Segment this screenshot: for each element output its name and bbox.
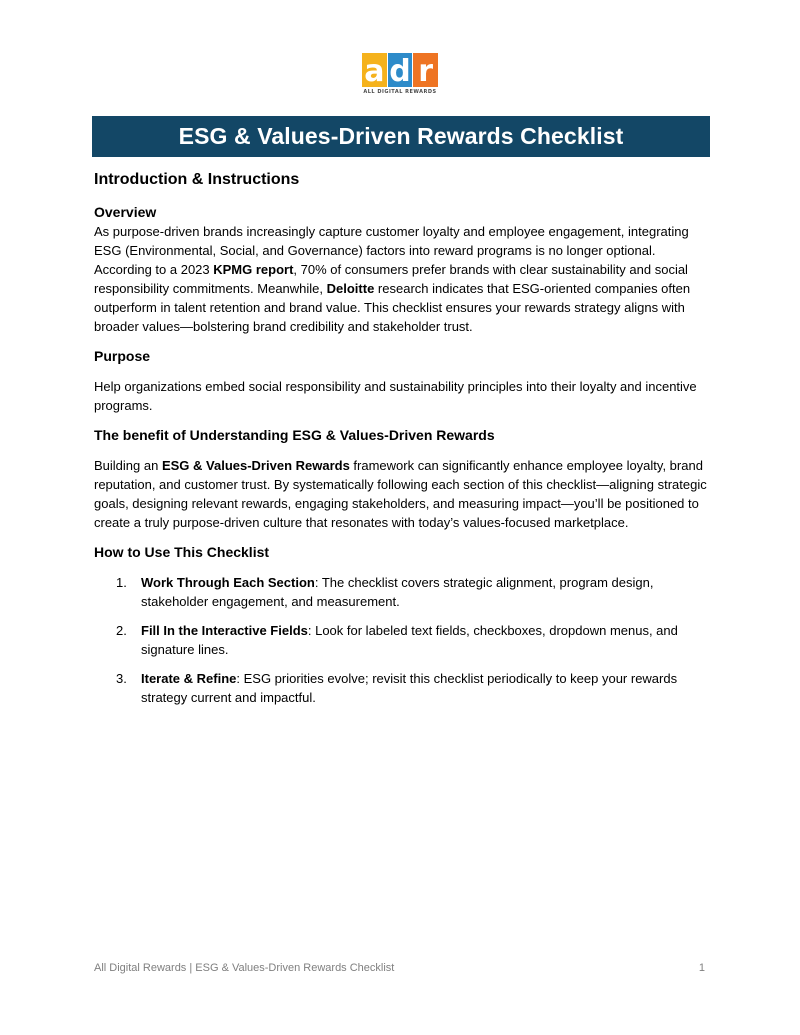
list-number: 2. (116, 623, 127, 638)
logo-letter-a: a (362, 53, 387, 87)
overview-text-3: research indicates that ESG-oriented companies often outperform in talent retention and brand value. This checklist ensures your rewards strategy aligns with broader values—bolstering brand credibility and stakeholder trust. (94, 281, 691, 334)
list-item (94, 621, 710, 659)
overview-text-2: , 70% of consumers prefer brands with clear sustainability and social responsibility commitments. Meanwhile, (94, 262, 688, 296)
overview-bold-kpmg: KPMG report (213, 262, 294, 277)
list-item (94, 669, 710, 707)
page-footer (94, 962, 705, 974)
list-item (94, 573, 710, 611)
list-item-bold: Fill In the Interactive Fields (141, 623, 308, 638)
overview-text-1: As purpose-driven brands increasingly capture customer loyalty and employee engagement, integrating ESG (Environmental, Social, and Governance) factors into reward programs is no longer optional. According to a 2023 (94, 224, 689, 277)
benefit-text-1: Building an (94, 458, 162, 473)
logo-letter-d: d (389, 54, 411, 89)
list-item-bold: Work Through Each Section (141, 575, 315, 590)
list-item-bold: Iterate & Refine (141, 671, 237, 686)
list-item-text: : Look for labeled text fields, checkboxes, dropdown menus, and signature lines. (141, 623, 678, 657)
benefit-paragraph (94, 456, 710, 532)
purpose-section (94, 347, 710, 415)
page-number: 1 (698, 962, 705, 974)
document-body (94, 168, 710, 717)
logo-tagline: ALL DIGITAL REWARDS (363, 89, 437, 95)
benefit-section (94, 426, 710, 532)
footer-text: All Digital Rewards | ESG & Values-Driven Rewards Checklist (94, 962, 395, 974)
overview-bold-deloitte: Deloitte (326, 281, 375, 296)
intro-heading: Introduction & Instructions (94, 171, 300, 188)
list-number: 3. (116, 671, 127, 686)
overview-paragraph (94, 222, 710, 336)
overview-heading: Overview (94, 204, 157, 220)
document-title: ESG & Values-Driven Rewards Checklist (178, 123, 624, 149)
list-item-text: : The checklist covers strategic alignment, program design, stakeholder engagement, and measurement. (141, 575, 654, 609)
logo-letter-r: r (413, 53, 438, 87)
benefit-heading: The benefit of Understanding ESG & Values-Driven Rewards (94, 427, 495, 443)
overview-section (94, 203, 710, 336)
howto-list (94, 573, 710, 707)
howto-heading: How to Use This Checklist (94, 544, 270, 560)
list-item-text: : ESG priorities evolve; revisit this checklist periodically to keep your rewards strategy current and impactful. (141, 671, 678, 705)
purpose-heading: Purpose (94, 348, 151, 364)
howto-section (94, 543, 710, 707)
benefit-text-2: framework can significantly enhance employee loyalty, brand reputation, and customer trust. By systematically following each section of this checklist—aligning strategic goals, designing relevant rewards, engaging stakeholders, and measuring impact—you’ll be positioned to create a truly purpose-driven culture that resonates with today’s values-focused marketplace. (94, 458, 707, 530)
company-logo (362, 53, 438, 95)
benefit-bold: ESG & Values-Driven Rewards (161, 458, 350, 473)
title-banner (92, 116, 710, 157)
list-number: 1. (116, 575, 127, 590)
purpose-paragraph: Help organizations embed social responsibility and sustainability principles into their loyalty and incentive programs. (94, 379, 697, 413)
